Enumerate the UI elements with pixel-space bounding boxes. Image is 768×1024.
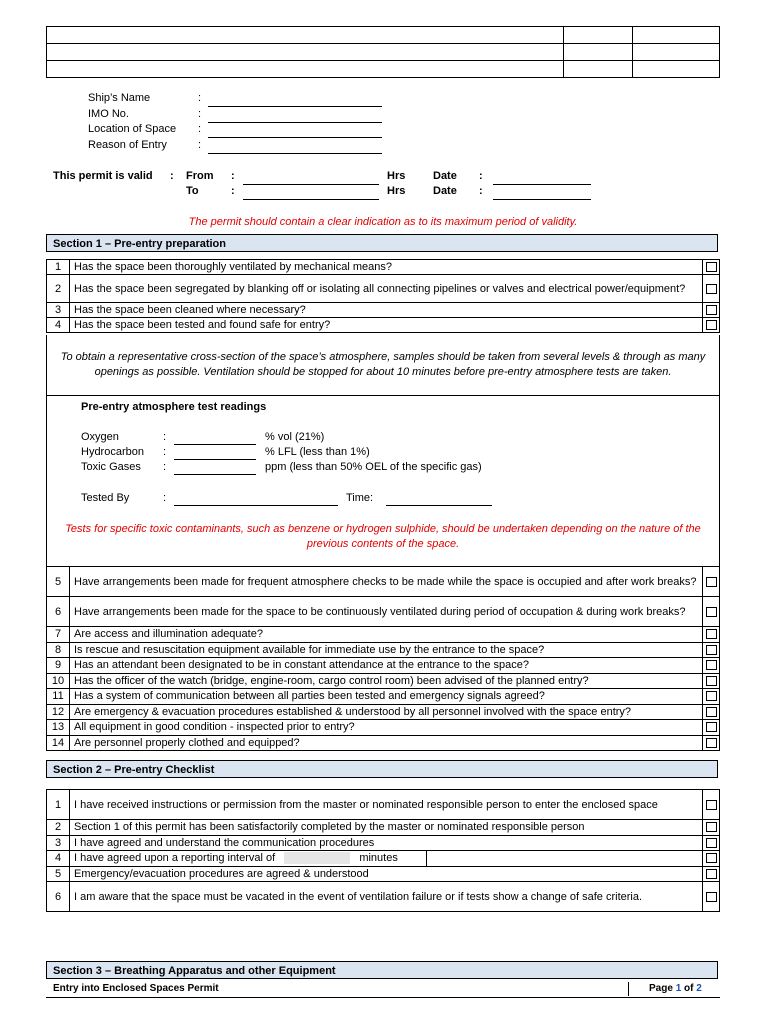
- checkbox-icon[interactable]: [706, 284, 717, 294]
- from-date-colon: :: [479, 170, 483, 182]
- item-text: Section 1 of this permit has been satisfactorily completed by the master or nominated responsible person: [70, 820, 703, 836]
- location-field[interactable]: [208, 125, 382, 138]
- sampling-note: To obtain a representative cross-section of the space’s atmosphere, samples should be taken from several levels & through as many openings as possible. Ventilation should be stopped for about 10 minutes before pre-entry atmosphere tests are taken.: [60, 351, 706, 378]
- cell-divider: [426, 851, 427, 866]
- item-text-with-field: [70, 851, 703, 867]
- question-text: Has the space been cleaned where necessary?: [70, 303, 703, 318]
- table-row: [47, 658, 720, 674]
- to-date-field[interactable]: [493, 187, 591, 200]
- question-number: 14: [47, 735, 70, 751]
- sampling-note-box: [46, 335, 720, 396]
- question-checkbox[interactable]: [703, 673, 720, 689]
- checkbox-icon[interactable]: [706, 869, 717, 879]
- item-text: I have agreed and understand the communication procedures: [70, 835, 703, 851]
- field-colon: :: [163, 431, 167, 443]
- checkbox-icon[interactable]: [706, 892, 717, 902]
- oxygen-unit: % vol (21%): [265, 431, 325, 443]
- from-date-field[interactable]: [493, 172, 591, 185]
- toxic-gases-label: Toxic Gases: [81, 461, 141, 473]
- question-text: Has the space been tested and found safe for entry?: [70, 318, 703, 333]
- field-colon: :: [163, 461, 167, 473]
- toxic-note: Tests for specific toxic contaminants, such as benzene or hydrogen sulphide, should be undertaken depending on the nature of the previous contents of the space.: [65, 523, 701, 550]
- question-number: 2: [47, 275, 70, 303]
- from-date-label: Date: [433, 170, 457, 182]
- time-field[interactable]: [386, 493, 492, 506]
- question-text: Are access and illumination adequate?: [70, 627, 703, 643]
- location-row: [88, 123, 388, 139]
- oxygen-label: Oxygen: [81, 431, 119, 443]
- item-number: 6: [47, 882, 70, 912]
- question-checkbox[interactable]: [703, 689, 720, 705]
- question-text: Are emergency & evacuation procedures established & understood by all personnel involved with the space entry?: [70, 704, 703, 720]
- item-number: 4: [47, 851, 70, 867]
- footer-divider: [628, 982, 629, 996]
- of-word: of: [684, 983, 694, 994]
- section3-title: Section 3 – Breathing Apparatus and other Equipment: [46, 961, 718, 979]
- question-number: 11: [47, 689, 70, 705]
- question-number: 9: [47, 658, 70, 674]
- checkbox-icon[interactable]: [706, 305, 717, 315]
- checkbox-icon[interactable]: [706, 607, 717, 617]
- time-label: Time:: [346, 492, 374, 504]
- question-text: Are personnel properly clothed and equipped?: [70, 735, 703, 751]
- section1-title: Section 1 – Pre-entry preparation: [46, 234, 718, 252]
- question-checkbox[interactable]: [703, 642, 720, 658]
- question-number: 7: [47, 627, 70, 643]
- table-row: [47, 627, 720, 643]
- question-text: Have arrangements been made for the space to be continuously ventilated during period of occupation & during work breaks?: [70, 597, 703, 627]
- checkbox-icon[interactable]: [706, 738, 717, 748]
- table-row: [47, 820, 720, 836]
- section1-questions-a: [46, 259, 720, 333]
- question-text: Has the officer of the watch (bridge, engine-room, cargo control room) been advised of the planned entry?: [70, 673, 703, 689]
- item-checkbox[interactable]: [703, 866, 720, 882]
- question-checkbox[interactable]: [703, 720, 720, 736]
- item-number: 5: [47, 866, 70, 882]
- question-checkbox[interactable]: [703, 567, 720, 597]
- to-hrs: Hrs: [387, 185, 406, 197]
- footer-doc-title: Entry into Enclosed Spaces Permit: [53, 983, 219, 994]
- location-label: Location of Space: [88, 123, 177, 135]
- field-colon: :: [163, 492, 167, 504]
- table-row: [47, 597, 720, 627]
- item-number: 2: [47, 820, 70, 836]
- validity-colon: :: [170, 170, 174, 182]
- question-checkbox[interactable]: [703, 318, 720, 333]
- item-text: I have agreed upon a reporting interval of: [74, 852, 276, 865]
- checkbox-icon[interactable]: [706, 707, 717, 717]
- item-number: 3: [47, 835, 70, 851]
- checkbox-icon[interactable]: [706, 800, 717, 810]
- reporting-interval-field[interactable]: [284, 852, 350, 864]
- page-number: 1: [675, 983, 682, 994]
- question-text: All equipment in good condition - inspected prior to entry?: [70, 720, 703, 736]
- to-label: To: [186, 185, 199, 197]
- item-text: Emergency/evacuation procedures are agreed & understood: [70, 866, 703, 882]
- imo-label: IMO No.: [88, 107, 129, 120]
- question-number: 10: [47, 673, 70, 689]
- checkbox-icon[interactable]: [706, 320, 717, 330]
- hydrocarbon-label: Hydrocarbon: [81, 446, 144, 458]
- readings-title: Pre-entry atmosphere test readings: [81, 401, 267, 413]
- question-number: 13: [47, 720, 70, 736]
- footer-page-indicator: [649, 983, 702, 994]
- question-text: Have arrangements been made for frequent atmosphere checks to be made while the space is occupied and after work breaks?: [70, 567, 703, 597]
- question-checkbox[interactable]: [703, 704, 720, 720]
- checkbox-icon[interactable]: [706, 676, 717, 686]
- table-row: [47, 318, 720, 333]
- table-row: [47, 735, 720, 751]
- table-row: [47, 851, 720, 867]
- table-row: [47, 260, 720, 275]
- question-number: 12: [47, 704, 70, 720]
- checkbox-icon[interactable]: [706, 262, 717, 272]
- item-checkbox[interactable]: [703, 835, 720, 851]
- question-checkbox[interactable]: [703, 627, 720, 643]
- table-row: [47, 790, 720, 820]
- imo-row: [88, 108, 388, 124]
- reason-row: [88, 139, 388, 155]
- item-text: I have received instructions or permission from the master or nominated responsible person to enter the enclosed space: [70, 790, 703, 820]
- item-checkbox[interactable]: [703, 882, 720, 912]
- table-row: [47, 720, 720, 736]
- table-row: [47, 673, 720, 689]
- reason-field[interactable]: [208, 141, 382, 154]
- question-number: 5: [47, 567, 70, 597]
- ship-info-block: [88, 92, 388, 154]
- question-checkbox[interactable]: [703, 275, 720, 303]
- header-table: [46, 26, 720, 78]
- table-row: [47, 882, 720, 912]
- toxic-gases-field[interactable]: [174, 462, 256, 475]
- question-text: Has the space been thoroughly ventilated by mechanical means?: [70, 260, 703, 275]
- question-text: Has an attendant been designated to be in constant attendance at the entrance to the space?: [70, 658, 703, 674]
- section2-checklist: [46, 789, 720, 912]
- hydrocarbon-unit: % LFL (less than 1%): [265, 446, 370, 458]
- to-time-field[interactable]: [243, 187, 379, 200]
- from-hrs: Hrs: [387, 170, 406, 182]
- readings-box: [46, 396, 720, 568]
- table-row: [47, 275, 720, 303]
- section2-title: Section 2 – Pre-entry Checklist: [46, 760, 718, 778]
- item-checkbox[interactable]: [703, 851, 720, 867]
- question-number: 6: [47, 597, 70, 627]
- item-checkbox[interactable]: [703, 820, 720, 836]
- question-checkbox[interactable]: [703, 658, 720, 674]
- item-number: 1: [47, 790, 70, 820]
- checkbox-icon[interactable]: [706, 822, 717, 832]
- table-row: [47, 689, 720, 705]
- page-total: 2: [696, 983, 702, 994]
- field-colon: :: [198, 92, 202, 104]
- section1-questions-b: [46, 566, 720, 751]
- from-time-field[interactable]: [243, 172, 379, 185]
- validity-label: This permit is valid: [53, 170, 153, 182]
- question-number: 8: [47, 642, 70, 658]
- item-text: I am aware that the space must be vacated in the event of ventilation failure or if tests show a change of safe criteria.: [70, 882, 703, 912]
- field-colon: :: [163, 446, 167, 458]
- tested-by-field[interactable]: [174, 493, 338, 506]
- to-colon: :: [231, 185, 235, 197]
- oxygen-field[interactable]: [174, 432, 256, 445]
- tested-by-label: Tested By: [81, 492, 130, 504]
- field-colon: :: [198, 123, 202, 135]
- table-row: [47, 642, 720, 658]
- from-colon: :: [231, 170, 235, 182]
- table-row: [47, 835, 720, 851]
- footer-rule: [46, 997, 720, 998]
- checkbox-icon[interactable]: [706, 660, 717, 670]
- to-date-label: Date: [433, 185, 457, 197]
- item-checkbox[interactable]: [703, 790, 720, 820]
- to-date-colon: :: [479, 185, 483, 197]
- checkbox-icon[interactable]: [706, 853, 717, 863]
- field-colon: :: [198, 138, 202, 151]
- ship-name-row: [88, 92, 388, 108]
- question-checkbox[interactable]: [703, 303, 720, 318]
- question-number: 3: [47, 303, 70, 318]
- question-number: 4: [47, 318, 70, 333]
- table-row: [47, 303, 720, 318]
- toxic-gases-unit: ppm (less than 50% OEL of the specific gas): [265, 461, 482, 473]
- hydrocarbon-field[interactable]: [174, 447, 256, 460]
- minutes-label: minutes: [359, 852, 398, 865]
- checkbox-icon[interactable]: [706, 691, 717, 701]
- question-checkbox[interactable]: [703, 735, 720, 751]
- ship-name-label: Ship’s Name: [88, 92, 151, 104]
- checkbox-icon[interactable]: [706, 629, 717, 639]
- question-number: 1: [47, 260, 70, 275]
- checkbox-icon[interactable]: [706, 838, 717, 848]
- imo-field[interactable]: [208, 110, 382, 123]
- from-label: From: [186, 170, 214, 182]
- table-row: [47, 567, 720, 597]
- table-row: [47, 704, 720, 720]
- checkbox-icon[interactable]: [706, 722, 717, 732]
- field-colon: :: [198, 107, 202, 120]
- reason-label: Reason of Entry: [88, 138, 167, 151]
- question-text: Is rescue and resuscitation equipment available for immediate use by the entrance to the space?: [70, 642, 703, 658]
- question-text: Has a system of communication between all parties been tested and emergency signals agreed?: [70, 689, 703, 705]
- question-text: Has the space been segregated by blanking off or isolating all connecting pipelines or valves and electrical power/equipment?: [70, 275, 703, 303]
- table-row: [47, 866, 720, 882]
- validity-note: The permit should contain a clear indication as to its maximum period of validity.: [188, 216, 578, 228]
- question-checkbox[interactable]: [703, 260, 720, 275]
- checkbox-icon[interactable]: [706, 645, 717, 655]
- question-checkbox[interactable]: [703, 597, 720, 627]
- checkbox-icon[interactable]: [706, 577, 717, 587]
- ship-name-field[interactable]: [208, 94, 382, 107]
- page-word: Page: [649, 983, 673, 994]
